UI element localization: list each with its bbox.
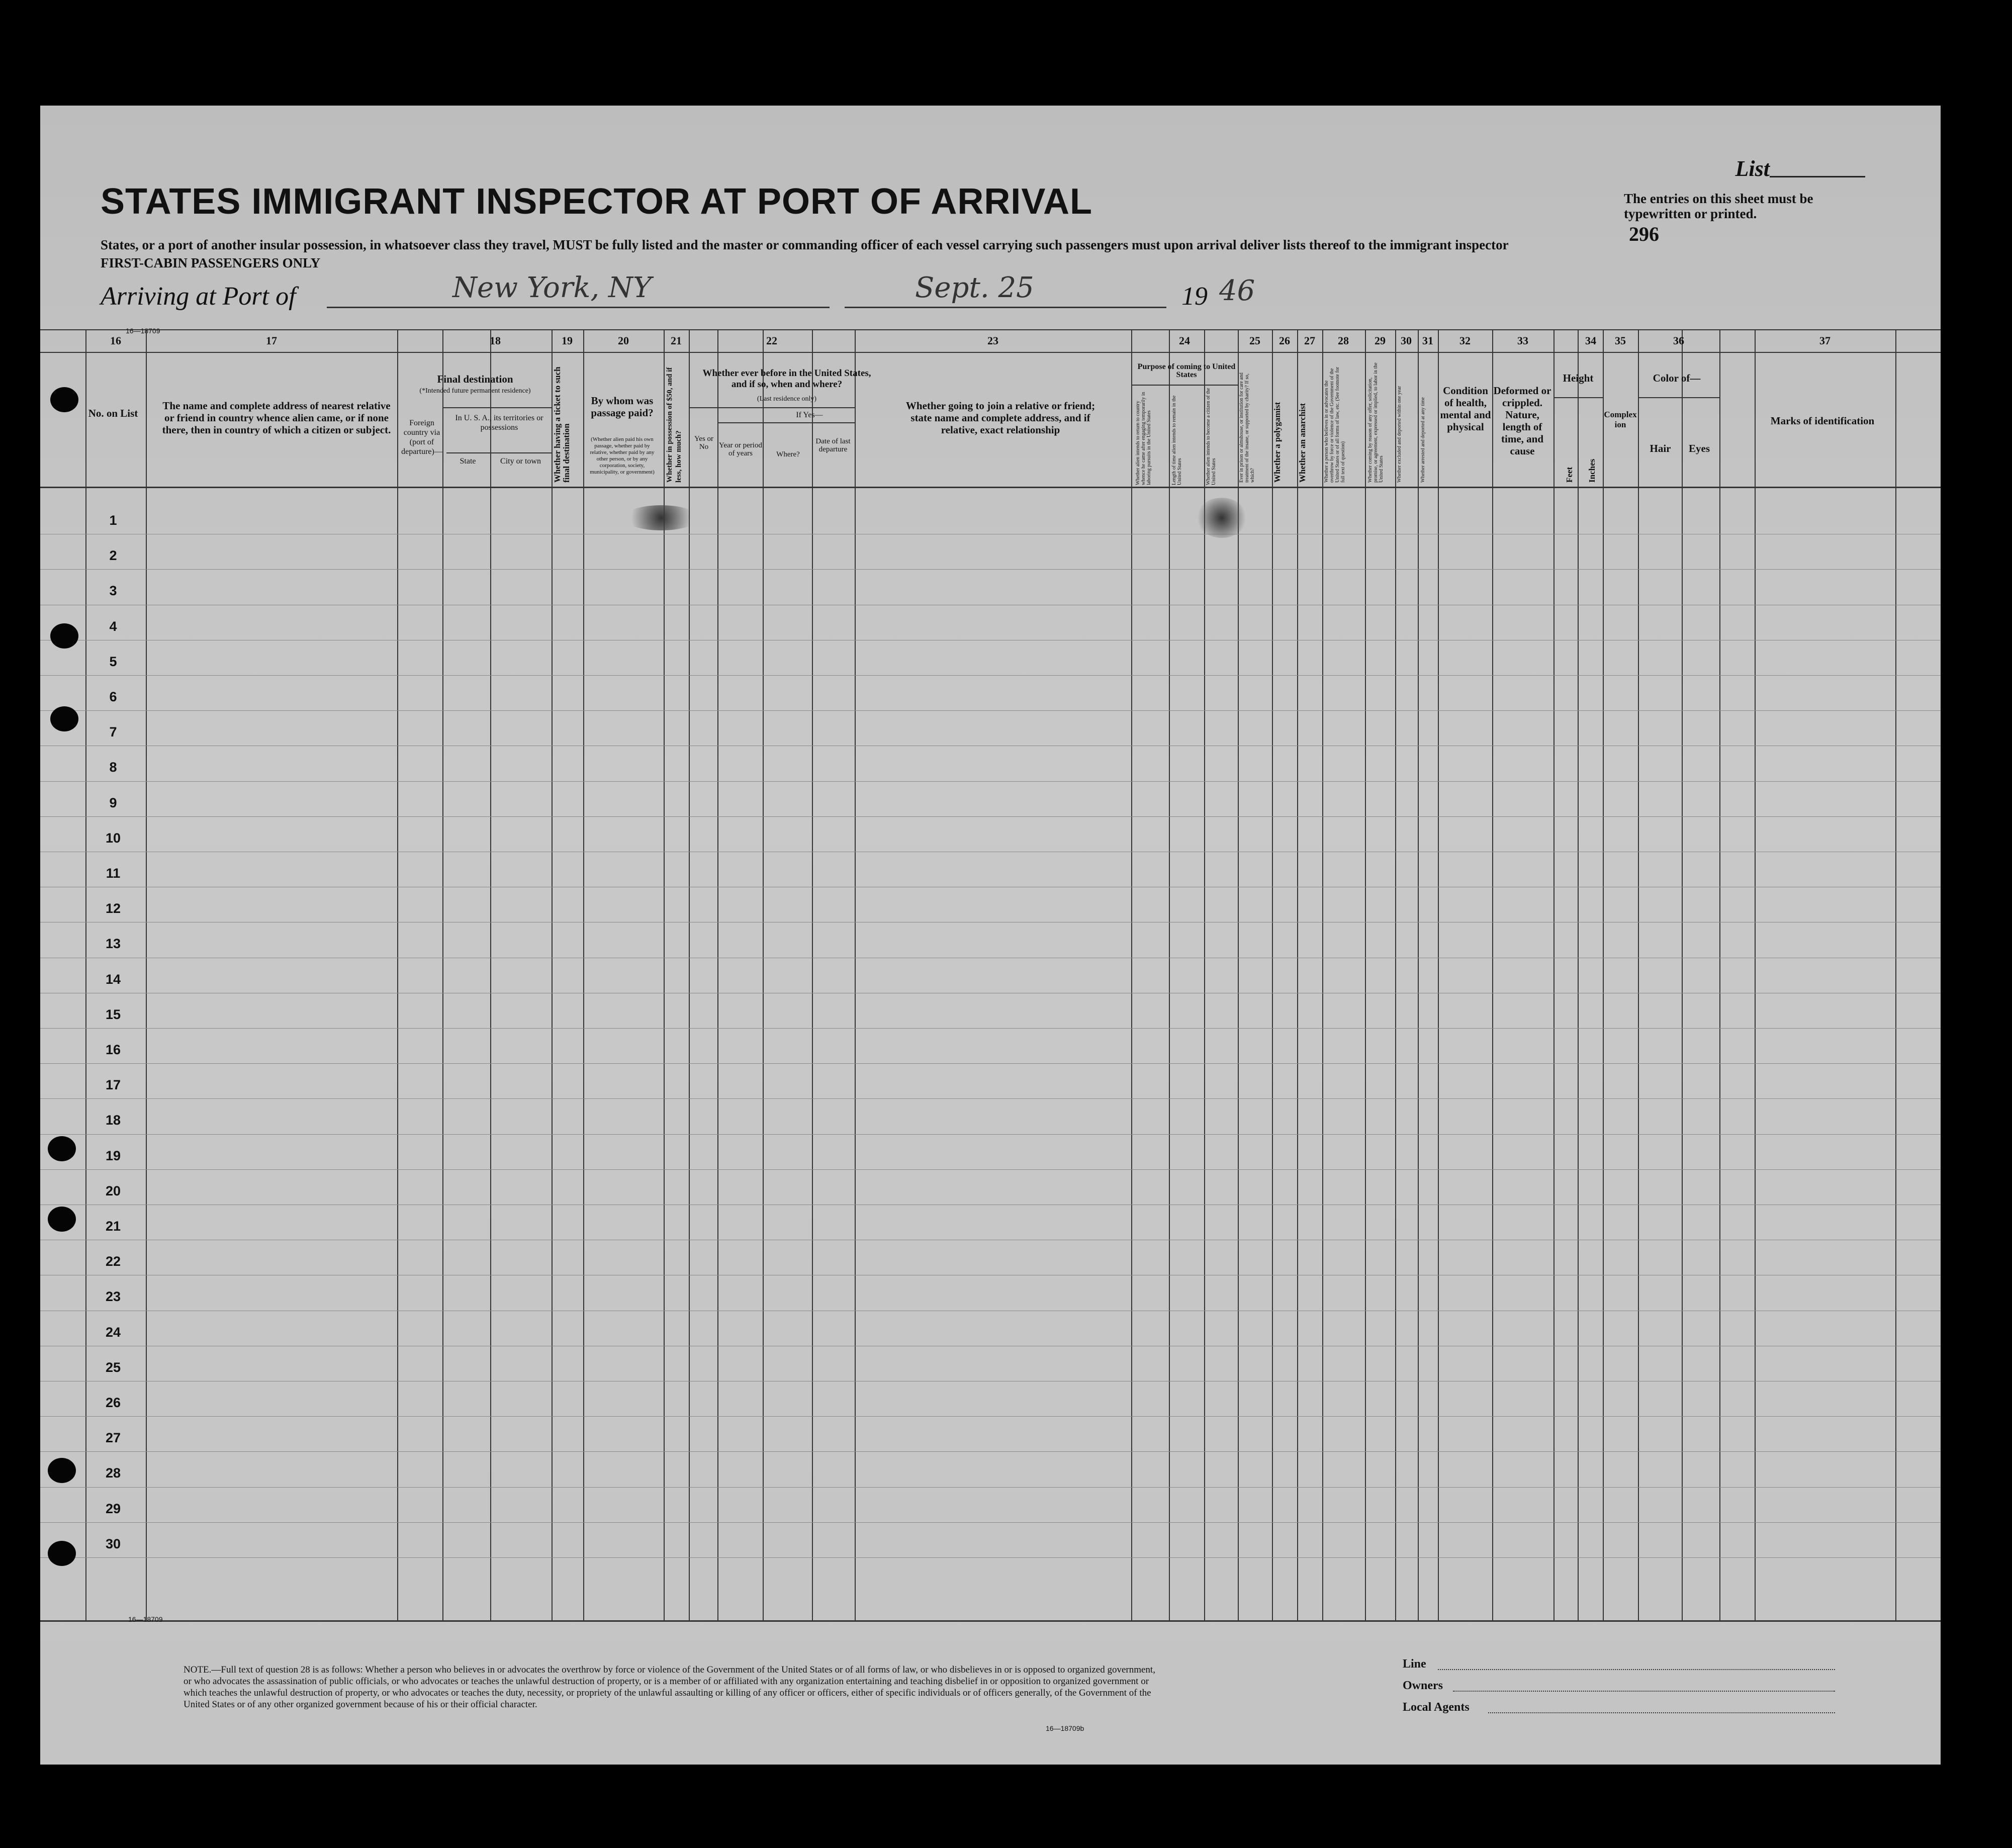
owners-label: Owners: [1403, 1679, 1443, 1692]
row-number: 12: [105, 901, 121, 916]
port-field-line: [327, 307, 830, 308]
column-number: 17: [266, 334, 277, 347]
header-no-on-list: No. on List: [88, 407, 138, 419]
column-number: 27: [1304, 334, 1315, 347]
typewritten-notice: The entries on this sheet must be typewritten or printed.: [1624, 191, 1813, 221]
column-number: 35: [1615, 334, 1626, 347]
table-top-rule: [40, 329, 1941, 330]
header-final-destination-sub: (*Intended future permanent residence): [419, 387, 531, 395]
row-rule: [40, 1098, 1941, 1099]
header-date-departure: Date of last departure: [815, 437, 851, 453]
row-number: 30: [105, 1536, 121, 1551]
header-feet: Feet: [1565, 467, 1574, 483]
row-number: 14: [105, 971, 121, 987]
binder-hole: [48, 1136, 76, 1161]
row-number: 18: [105, 1113, 121, 1128]
column-divider: [1603, 329, 1604, 1620]
header-ever-before-us: Whether ever before in the United States, and if so, when and where?: [702, 368, 871, 390]
binder-hole: [48, 1541, 76, 1566]
header-overthrow: Whether a person who believes in or advocates the overthrow by force or violence of the Government of the United States or of all forms of law, etc. (See footnote for full text of question): [1324, 366, 1346, 483]
header-passage-paid-sub: (Whether alien paid his own passage, whether paid by relative, whether paid by any other person, or by any corporation, society, municipality, or government): [590, 436, 655, 475]
header-sub-rule: [1638, 397, 1719, 398]
row-number: 26: [105, 1395, 121, 1410]
row-number: 8: [109, 760, 117, 775]
column-number: 28: [1338, 334, 1349, 347]
header-marks-identification: Marks of identification: [1770, 415, 1875, 427]
row-number: 9: [109, 795, 117, 810]
header-passage-paid: By whom was passage paid?: [591, 395, 654, 419]
row-number: 16: [105, 1042, 121, 1057]
row-rule: [40, 1522, 1941, 1523]
row-number: 28: [105, 1465, 121, 1481]
header-state: State: [460, 457, 476, 466]
header-eyes: Eyes: [1689, 442, 1710, 454]
header-prison: Ever in prison or almshouse, or institution for care and treatment of the insane, or supported by charity? If so, which?: [1239, 373, 1255, 483]
sheet-number: 296: [1629, 223, 1659, 245]
header-join-relative: Whether going to join a relative or friend; state name and complete address, and if relative, exact relationship: [905, 400, 1095, 436]
header-possession-50: Whether in possession of $50, and if less, how much?: [666, 367, 683, 483]
row-number: 20: [105, 1183, 121, 1198]
row-number: 27: [105, 1430, 121, 1446]
column-number: 36: [1673, 334, 1684, 347]
column-divider: [397, 329, 398, 1620]
column-divider: [1895, 329, 1896, 1620]
ink-smudge: [623, 505, 699, 530]
header-yes-no: Yes or No: [694, 435, 714, 451]
local-agents-field: [1488, 1712, 1835, 1713]
header-polygamist: Whether a polygamist: [1272, 402, 1282, 483]
header-last-residence: (Last residence only): [757, 395, 817, 403]
arriving-label: Arriving at Port of: [101, 282, 296, 311]
row-number: 23: [105, 1289, 121, 1305]
row-rule: [40, 569, 1941, 570]
header-sub-rule: [717, 422, 855, 423]
column-divider: [583, 329, 584, 1620]
header-deformed: Deformed or crippled. Nature, length of time, and cause: [1493, 385, 1551, 457]
column-number: 23: [987, 334, 998, 347]
row-rule: [40, 1063, 1941, 1064]
column-divider: [1131, 329, 1132, 1620]
column-divider: [1365, 329, 1366, 1620]
row-rule: [40, 781, 1941, 782]
header-final-destination: Final destination: [437, 373, 513, 385]
column-divider: [1169, 329, 1170, 1620]
row-number: 29: [105, 1501, 121, 1516]
header-sub-rule: [446, 452, 552, 453]
column-divider: [1492, 329, 1493, 1620]
port-value: New York, NY: [452, 271, 652, 304]
row-rule: [40, 1028, 1941, 1029]
row-number: 2: [109, 548, 117, 564]
line-field: [1438, 1669, 1835, 1670]
column-number: 33: [1517, 334, 1528, 347]
column-number: 16: [110, 334, 121, 347]
column-number: 19: [562, 334, 573, 347]
row-rule: [40, 675, 1941, 676]
column-number: 18: [490, 334, 501, 347]
header-sub-rule: [1131, 385, 1238, 386]
column-divider: [1682, 329, 1683, 1620]
column-divider: [1638, 329, 1639, 1620]
header-purpose-return: Whether alien intends to return to country whence he came after engaging temporarily in laboring pursuits in the United States: [1135, 392, 1152, 485]
local-agents-label: Local Agents: [1403, 1701, 1470, 1714]
column-divider: [1578, 329, 1579, 1620]
header-in-usa: In U. S. A., its territories or possessions: [455, 414, 543, 432]
row-rule: [40, 1451, 1941, 1452]
binder-hole: [50, 623, 78, 649]
header-foreign-country: Foreign country via (port of departure)—: [401, 419, 442, 456]
date-field-line: [845, 307, 1166, 308]
row-number: 4: [109, 618, 117, 634]
column-number: 21: [671, 334, 682, 347]
column-number: 22: [766, 334, 777, 347]
year-prefix: 19: [1181, 282, 1208, 311]
row-number: 25: [105, 1359, 121, 1375]
table-bottom-rule: [40, 1620, 1941, 1622]
row-rule: [40, 1557, 1941, 1558]
header-nearest-relative: The name and complete address of nearest relative or friend in country whence alien came, or if none there, then in country of which a citizen or subject.: [162, 400, 391, 436]
form-number-top: 16—18709: [126, 327, 160, 335]
column-number: 32: [1459, 334, 1471, 347]
header-anarchist: Whether an anarchist: [1298, 403, 1307, 483]
header-height: Height: [1563, 372, 1594, 384]
column-divider: [1272, 329, 1273, 1620]
column-number: 25: [1249, 334, 1260, 347]
column-number: 34: [1585, 334, 1596, 347]
column-divider: [1395, 329, 1396, 1620]
column-number: 20: [618, 334, 629, 347]
column-number: 37: [1819, 334, 1831, 347]
row-number: 7: [109, 724, 117, 740]
column-divider: [1719, 329, 1720, 1620]
row-number: 13: [105, 936, 121, 952]
column-divider: [717, 329, 718, 1620]
column-divider: [855, 329, 856, 1620]
header-purpose-length: Length of time alien intends to remain in the United States: [1171, 395, 1182, 485]
header-arrested: Whether arrested and deported at any time: [1420, 397, 1426, 483]
row-number: 1: [109, 513, 117, 528]
row-number: 6: [109, 689, 117, 704]
column-number: 31: [1422, 334, 1433, 347]
column-divider: [1438, 329, 1439, 1620]
note-form-number: 16—18709b: [1046, 1724, 1084, 1732]
column-divider: [763, 329, 764, 1620]
row-rule: [40, 1134, 1941, 1135]
column-divider: [442, 329, 443, 1620]
question-28-note: NOTE.—Full text of question 28 is as follows: Whether a person who believes in or advocates the overthrow by force or violence of the Government of the United States or of all forms of law, or who disbelieves in or is opposed to organized government, or who advocates the assassination of public officials, or who advocates or teaches the unlawful destruction of property, or is a member of or affiliated with any organization entertaining and teaching disbelief in or opposition to organized government or which teaches the unlawful destruction of property, or who advocates or teaches the duty, necessity, or propriety of the unlawful assaulting or killing of any officer or officers, either of specific individuals or of officers generally, of the Government of the United States or of any other organized government because of his or their official character.: [184, 1665, 1155, 1710]
row-number: 3: [109, 583, 117, 599]
form-title: STATES IMMIGRANT INSPECTOR AT PORT OF ARRIVAL: [101, 181, 1092, 222]
binder-hole: [48, 1458, 76, 1483]
row-number: 24: [105, 1324, 121, 1340]
row-number: 19: [105, 1148, 121, 1163]
header-ticket: Whether having a ticket to such final destination: [553, 366, 571, 483]
header-inches: Inches: [1587, 458, 1597, 483]
header-sub-rule: [689, 407, 855, 408]
column-number-rule: [40, 352, 1941, 353]
row-rule: [40, 1487, 1941, 1488]
manifest-sheet: [40, 106, 1941, 1765]
owners-field: [1453, 1691, 1835, 1692]
row-rule: [40, 1416, 1941, 1417]
header-where: Where?: [776, 450, 800, 458]
column-divider: [1755, 329, 1756, 1620]
header-excluded: Whether excluded and deported within one year: [1397, 386, 1402, 483]
header-sub-rule: [1553, 397, 1603, 398]
list-label: List: [1735, 156, 1770, 181]
header-bottom-rule: [40, 487, 1941, 488]
row-number: 5: [109, 654, 117, 669]
column-divider: [490, 329, 491, 1620]
column-divider: [146, 329, 147, 1620]
column-divider: [1297, 329, 1298, 1620]
header-year-period: Year or period of years: [719, 441, 762, 457]
row-number: 21: [105, 1219, 121, 1234]
ink-smudge: [1197, 498, 1247, 538]
column-number: 26: [1279, 334, 1290, 347]
date-value: Sept. 25: [915, 271, 1034, 304]
header-sub-rule: [442, 407, 552, 408]
row-number: 17: [105, 1077, 121, 1093]
row-number: 22: [105, 1254, 121, 1269]
binder-hole: [50, 387, 78, 412]
header-city-town: City or town: [500, 457, 541, 466]
list-number-line: [1770, 176, 1865, 177]
column-number: 30: [1401, 334, 1412, 347]
passenger-class: FIRST-CABIN PASSENGERS ONLY: [101, 255, 321, 270]
form-instruction: States, or a port of another insular possession, in whatsoever class they travel, MUST be fully listed and the master or commanding officer of each vessel carrying such passengers must upon arrival deliver lists thereof to the immigrant inspector: [101, 237, 1509, 252]
row-number: 11: [106, 866, 121, 881]
row-rule: [40, 710, 1941, 711]
row-rule: [40, 816, 1941, 817]
row-rule: [40, 1169, 1941, 1170]
column-divider: [1418, 329, 1419, 1620]
header-complexion: Complexion: [1604, 410, 1637, 429]
header-color-of: Color of—: [1653, 372, 1701, 384]
column-number: 29: [1375, 334, 1386, 347]
header-purpose-citizen: Whether alien intends to become a citizen of the United States: [1206, 388, 1217, 485]
line-label: Line: [1403, 1657, 1426, 1671]
row-number: 15: [105, 1006, 121, 1022]
row-number: 10: [105, 830, 121, 846]
header-purpose: Purpose of coming to United States: [1137, 362, 1236, 379]
header-if-yes: If Yes—: [796, 411, 823, 419]
form-number-bottom: 16—18709: [128, 1615, 163, 1623]
binder-hole: [50, 706, 78, 731]
binder-hole: [48, 1207, 76, 1232]
column-divider: [1553, 329, 1554, 1620]
column-divider: [552, 329, 553, 1620]
header-health: Condition of health, mental and physical: [1440, 385, 1491, 433]
column-divider: [812, 329, 813, 1620]
column-divider: [1322, 329, 1323, 1620]
year-value: 46: [1219, 274, 1255, 307]
column-number: 24: [1179, 334, 1190, 347]
header-labor-offer: Whether coming by reason of any offer, solicitation, promise, or agreement, expressed or implied, to labor in the United States: [1367, 362, 1384, 483]
header-hair: Hair: [1650, 442, 1671, 454]
